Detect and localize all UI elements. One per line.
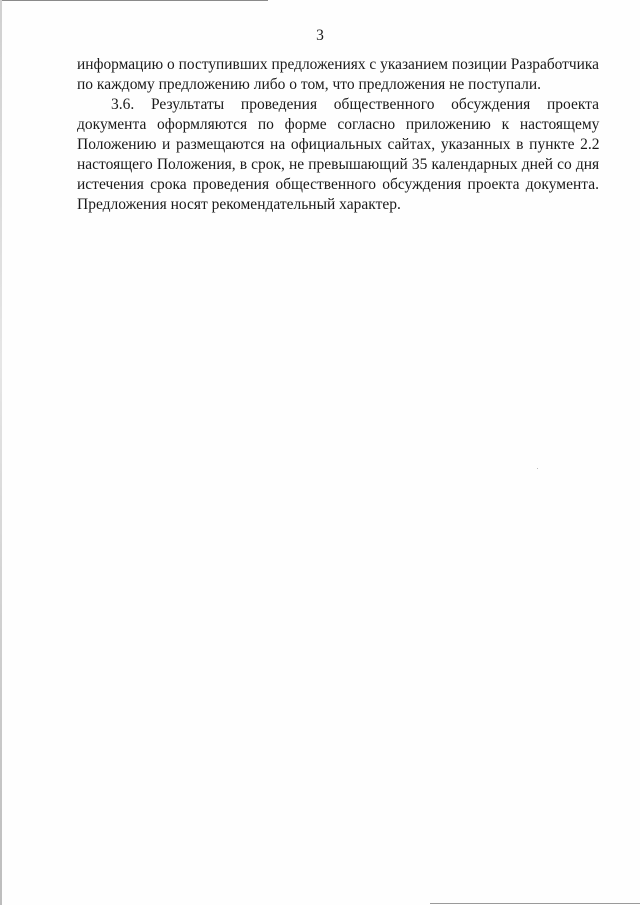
page-number: 3 [316,27,324,44]
text-line: документа оформляются по форме согласно приложению к настоящему [77,116,600,133]
continuation-paragraph [77,55,599,95]
scan-artifact-top-line [0,0,268,1]
text-line: 3.6. Результаты проведения общественного обсуждения проекта [111,96,599,113]
document-body [77,55,599,215]
text-line: Положению и размещаются на официальных сайтах, указанных в пункте 2.2 [77,136,600,153]
text-line: по каждому предложению либо о том, что предложения не поступали. [77,76,542,93]
paragraph-3-6 [77,95,599,215]
text-line: настоящего Положения, в срок, не превышающий 35 календарных дней со дня [77,156,600,173]
scan-artifact-left-edge [0,0,2,905]
text-line: истечения срока проведения общественного обсуждения проекта документа. [77,176,599,193]
text-line: информацию о поступивших предложениях с указанием позиции Разработчика [77,56,599,73]
text-line: Предложения носят рекомендательный характер. [77,196,401,213]
scan-artifact-dot [537,468,538,469]
scan-artifact-bottom-line [430,903,640,904]
